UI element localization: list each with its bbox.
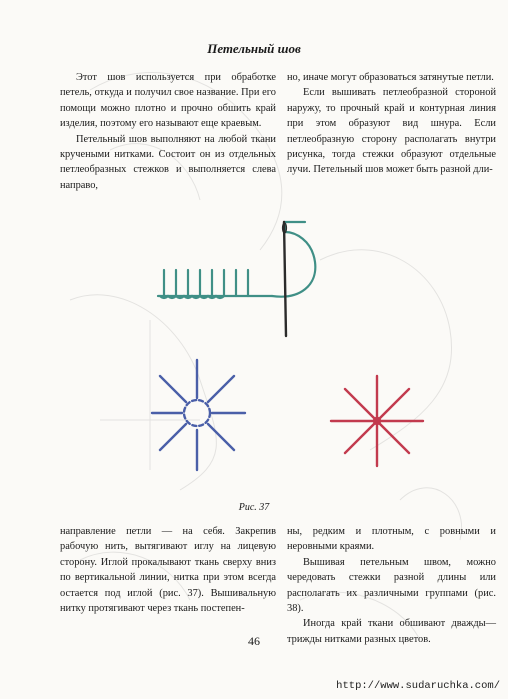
paragraph: но, иначе могут образоваться затянутые петли.	[287, 72, 494, 83]
text-column-left-bottom	[60, 524, 276, 616]
paragraph: Этот шов используется при обработке петель, откуда и получил свое название. При его помощи можно плотно и прочно обшить край изделия, поэтому его называют еще краевым.	[60, 72, 276, 130]
figure-caption: Рис. 37	[238, 502, 270, 513]
page-number: 46	[248, 634, 260, 648]
paragraph: Петельный шов выполняют на любой ткани кручеными нитками. Состоит он из отдельных петлеобразных стежков и выполняется слева направо,	[60, 133, 276, 191]
watermark-url: http://www.sudaruchka.com/	[336, 680, 500, 692]
paragraph: направление петли — на себя. Закрепив рабочую нить, вытягивают иглу на лицевую сторону. Иглой прокалывают ткань сверху вниз по вертикальной линии, нитка при этом всегда остается под иглой (рис. 37). Вышивальную нитку протягивают через ткань постепен-	[60, 526, 276, 615]
star-blue	[152, 360, 245, 470]
paragraph: Иногда край ткани обшивают дважды—трижды нитками разных цветов.	[287, 618, 496, 645]
paragraph: ны, редким и плотным, с ровными и неровными краями.	[287, 526, 496, 553]
star-red	[331, 376, 423, 466]
page-title: Петельный шов	[207, 41, 301, 56]
needle-icon	[283, 222, 287, 336]
text-column-right-bottom	[287, 524, 496, 647]
paragraph: Если вышивать петлеобразной стороной наружу, то прочный край и контурная линия при этом образуют вид шнура. Если петлеобразную сторону располагать внутри рисунка, тогда стежки образуют отдельные лучи. Петельный шов может быть разной дли-	[287, 87, 496, 176]
paragraph: Вышивая петельным швом, можно чередовать стежки разной длины или располагать их различными группами (рис. 38).	[287, 556, 496, 615]
blanket-stitch-row	[158, 222, 315, 298]
